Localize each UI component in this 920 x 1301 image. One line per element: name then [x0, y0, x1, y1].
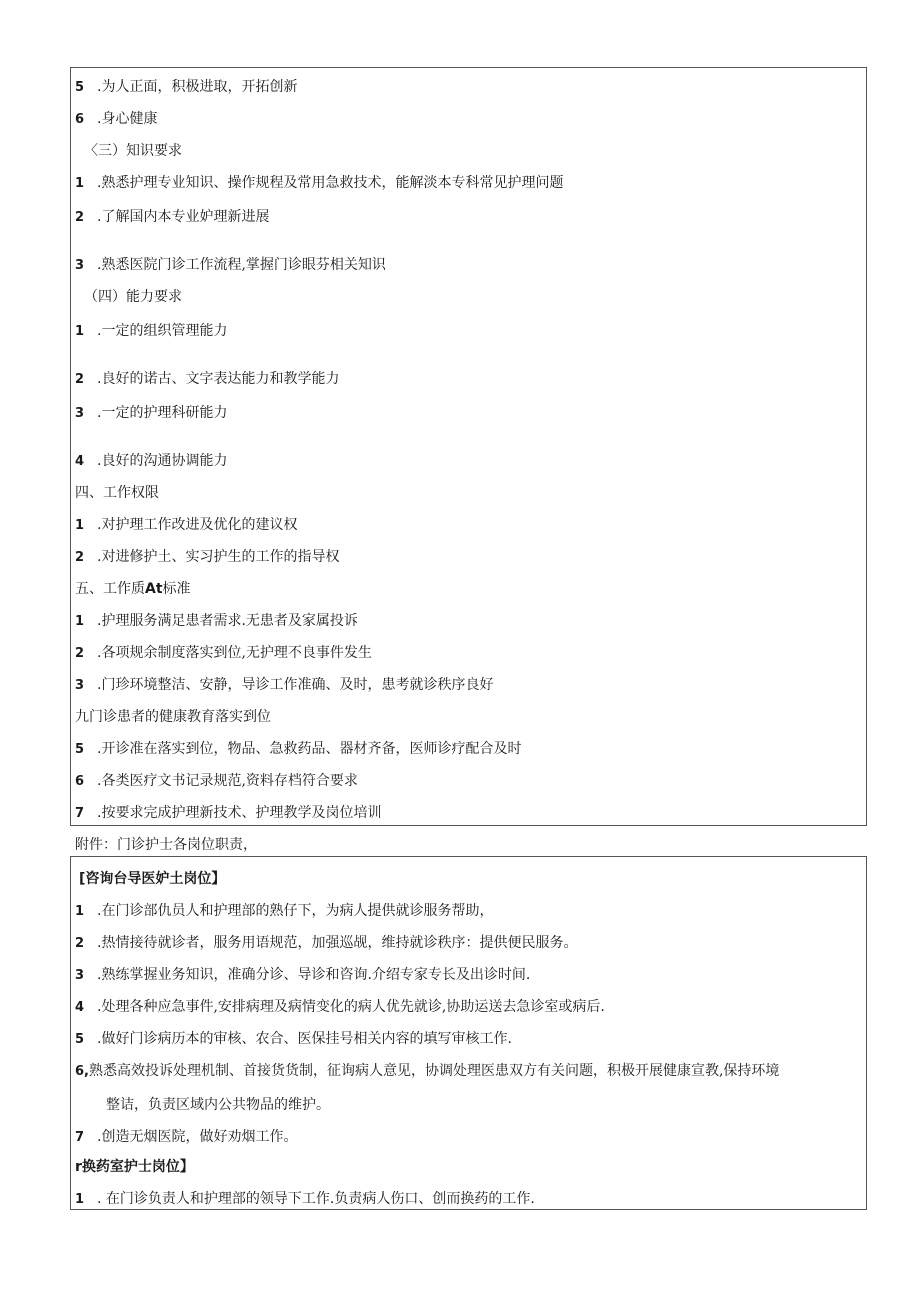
item-text: .处理各种应急事件,安排病理及病情变化的病人优先就诊,协助运送去急诊室或病后. [97, 999, 605, 1015]
list-item [75, 548, 339, 567]
item-number: 1 [75, 324, 85, 339]
list-item [75, 256, 386, 275]
list-item [75, 1062, 779, 1081]
list-item [75, 516, 297, 535]
item-text: .在门诊部仇员人和护理部的熟仔下，为病人提供就诊服务帮助， [97, 903, 494, 919]
list-item-continuation: 整诘，负责区域内公共物品的维护。 [106, 1097, 330, 1113]
item-text: .熟悉医院门诊工作流程,掌握门诊眼芬相关知识 [97, 257, 386, 273]
item-number: 5 [75, 742, 85, 757]
list-item [75, 174, 563, 193]
item-number: 5 [75, 80, 85, 95]
heading-text: 五、工作质 [75, 581, 145, 597]
list-item [75, 644, 372, 663]
item-text: .一定的护理科研能力 [97, 405, 228, 421]
section-heading [75, 580, 191, 598]
item-text: . 在门诊负责人和护理部的领导下工作.负责病人伤口、创而换药的工作. [97, 1191, 535, 1207]
list-item [75, 740, 521, 759]
list-item [75, 612, 358, 631]
item-text: .各类医疗文书记录规范,资料存档符合要求 [97, 773, 358, 789]
item-number: 2 [75, 936, 85, 951]
item-text: .一定的组织管理能力 [97, 323, 228, 339]
heading-tail-text: 标准 [162, 581, 191, 597]
item-text: .良好的沟通协调能力 [97, 453, 228, 469]
item-number: 2 [75, 372, 85, 387]
list-item [75, 1128, 297, 1147]
item-number: 6 [75, 774, 85, 789]
item-number: 1 [75, 904, 85, 919]
item-number: 5 [75, 1032, 85, 1047]
list-item [75, 208, 269, 227]
item-number: 2 [75, 646, 85, 661]
item-text: .了解国内本专业妒理新进展 [97, 209, 270, 225]
list-item [75, 404, 227, 423]
list-item [75, 1190, 535, 1209]
item-text: .按要求完成护理新技术、护理教学及岗位培训 [97, 805, 382, 821]
section-heading: 四、工作权限 [75, 485, 159, 501]
item-text: .各项规余制度落实到位,无护理不良事件发生 [97, 645, 372, 661]
item-number: 3 [75, 678, 85, 693]
item-text: .为人正面，积极进取，开拓创新 [97, 79, 298, 95]
item-number: 4 [75, 1000, 85, 1015]
item-number: 1 [75, 518, 85, 533]
subsection-heading: （四）能力要求 [84, 289, 182, 305]
list-item [75, 370, 339, 389]
item-number: 2 [75, 210, 85, 225]
item-number: 3 [75, 968, 85, 983]
item-number: 7 [75, 1130, 85, 1145]
list-item [75, 998, 605, 1017]
item-number: 3 [75, 258, 85, 273]
item-text: .身心健康 [97, 111, 158, 127]
list-item [75, 966, 530, 985]
item-number: 1 [75, 176, 85, 191]
item-text: .护理服务满足患者需求.无患者及家属投诉 [97, 613, 358, 629]
item-number: 6 [75, 112, 85, 127]
item-number: 7 [75, 806, 85, 821]
list-item [75, 322, 227, 341]
item-text: .熟练掌握业务知识，准确分诊、导诊和咨询.介绍专家专长及出诊时间. [97, 967, 531, 983]
item-text: .热情接待就诊者，服务用语规范，加强巡觇，维持就诊秩序：提供便民服务。 [97, 935, 578, 951]
item-number: 4 [75, 454, 85, 469]
item-text: .良好的诺古、文字表达能力和教学能力 [97, 371, 340, 387]
heading-bold-text: At [145, 581, 163, 597]
item-text: .熟悉护理专业知识、操作规程及常用急救技术，能解淡本专科常见护理问题 [97, 175, 564, 191]
item-number: 1 [75, 1192, 85, 1207]
list-item [75, 902, 493, 921]
attachment-label: 附件：门诊护士各岗位职责， [75, 837, 257, 853]
item-text: 熟悉高效投诉处理机制、首接货货制，征询病人意见，协调处理医患双方有关问题，积极开展健康宣教,保持环境 [88, 1063, 780, 1079]
list-item [75, 452, 227, 471]
list-item [75, 804, 381, 823]
list-item [75, 110, 157, 129]
item-number: 2 [75, 550, 85, 565]
post-heading-consultation: [咨询台导医妒土岗位】 [79, 871, 226, 887]
item-text: .开诊准在落实到位，物品、急救药品、器材齐备，医师诊疗配合及时 [97, 741, 522, 757]
list-item [75, 676, 493, 695]
list-item: 九门诊患者的健康教育落实到位 [75, 709, 271, 725]
post-heading-dressing-room: r换药室护士岗位】 [75, 1159, 194, 1175]
item-text: .创造无烟医院，做好劝烟工作。 [97, 1129, 298, 1145]
item-number: 6, [75, 1064, 89, 1079]
item-number: 3 [75, 406, 85, 421]
list-item [75, 772, 358, 791]
list-item [75, 934, 577, 953]
list-item [75, 78, 297, 97]
list-item [75, 1030, 512, 1049]
item-number: 1 [75, 614, 85, 629]
item-text: .做好门诊病历本的审核、农合、医保挂号相关内容的填写审核工作. [97, 1031, 512, 1047]
item-text: .门珍环境整洁、安静，导诊工作准确、及时，患考就诊秩序良好 [97, 677, 494, 693]
item-text: .对护理工作改进及优化的建议权 [97, 517, 298, 533]
subsection-heading: 〈三）知识要求 [84, 143, 182, 159]
item-text: .对进修护土、实习护生的工作的指导权 [97, 549, 340, 565]
